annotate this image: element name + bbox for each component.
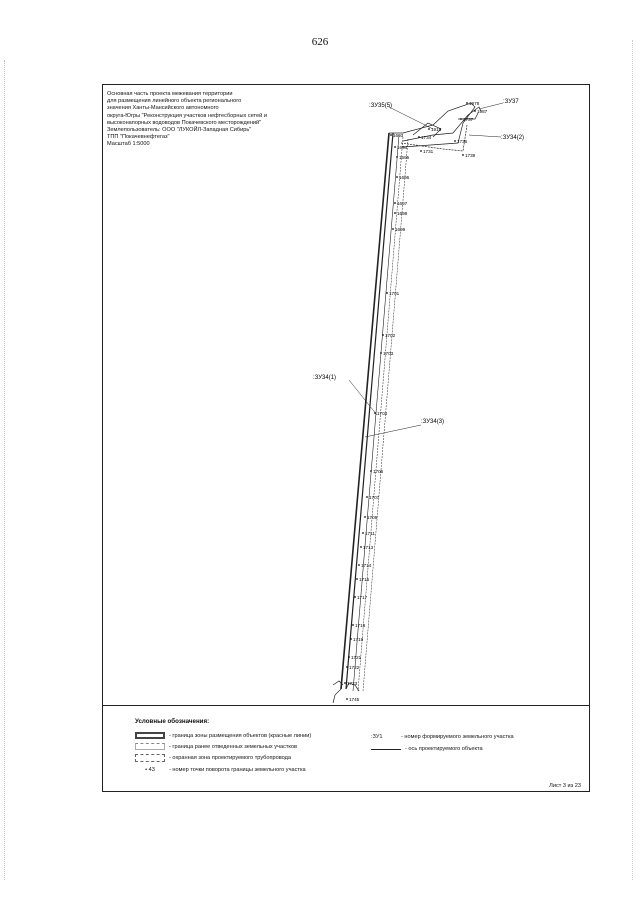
legend-text: - охранная зона проектируемого трубопровода bbox=[169, 755, 292, 761]
turn-point-label: 1709 bbox=[367, 515, 378, 520]
turn-point-marker bbox=[474, 110, 476, 112]
map-drawing bbox=[103, 85, 589, 705]
turn-point-label: 1915 bbox=[431, 127, 442, 132]
legend-row-red-lines bbox=[135, 732, 311, 739]
turn-point-label: 1723 bbox=[347, 681, 358, 686]
turn-point-marker bbox=[348, 656, 350, 658]
turn-point-label: 1978 bbox=[469, 101, 480, 106]
turn-point-marker bbox=[396, 176, 398, 178]
turn-point-label: 1694 bbox=[397, 145, 408, 150]
turn-point-marker bbox=[454, 140, 456, 142]
turn-point-label: 1693 bbox=[393, 133, 404, 138]
label-zu34-2: :ЗУ34(2) bbox=[501, 135, 525, 141]
parcel-code-symbol: :ЗУ1 bbox=[371, 734, 383, 740]
legend-row-turn-point bbox=[135, 767, 306, 773]
scale-line: Масштаб 1:5000 bbox=[107, 141, 150, 148]
pipeline-zone-symbol bbox=[135, 754, 165, 762]
turn-point-marker bbox=[392, 228, 394, 230]
turn-point-marker bbox=[366, 496, 368, 498]
turn-point-marker bbox=[418, 136, 420, 138]
turn-point-marker bbox=[420, 150, 422, 152]
turn-point-marker bbox=[466, 102, 468, 104]
turn-point-label: 1721 bbox=[351, 655, 362, 660]
label-zu35-5: :ЗУ35(5) bbox=[369, 103, 393, 109]
legend-text: - номер формируемого земельного участка bbox=[401, 734, 514, 740]
turn-point-label: 1714 bbox=[361, 563, 372, 568]
legend-title: Условные обозначения: bbox=[135, 718, 210, 725]
map-sheet bbox=[102, 84, 590, 792]
turn-point-marker bbox=[394, 212, 396, 214]
sheet-number: Лист 3 из 23 bbox=[549, 783, 581, 789]
prev-parcel-symbol bbox=[135, 743, 165, 750]
turn-point-label: 1739 bbox=[465, 153, 476, 158]
title-line: Землепользователь: ООО "ЛУКОЙЛ-Западная Сибирь" bbox=[107, 127, 252, 134]
title-block bbox=[107, 91, 367, 149]
title-line: ТПП "Покачевнефтегаз" bbox=[107, 134, 170, 141]
title-line: высоконапорных водоводов Покачевского месторождений" bbox=[107, 119, 262, 126]
turn-point-label: 1737 bbox=[463, 117, 474, 122]
legend-text: - граница ранее отведенных земельных участков bbox=[169, 743, 298, 750]
label-zu37: :ЗУ37 bbox=[503, 99, 519, 105]
turn-point-marker bbox=[344, 682, 346, 684]
turn-point-marker bbox=[374, 412, 376, 414]
legend-row-pipeline-zone bbox=[135, 754, 291, 762]
turn-point-marker bbox=[394, 202, 396, 204]
turn-point-label: 1707 bbox=[369, 495, 380, 500]
turn-point-label: 1731 bbox=[423, 149, 434, 154]
turn-point-label: 1734 bbox=[421, 135, 432, 140]
legend bbox=[103, 705, 589, 792]
legend-row-axis bbox=[371, 746, 483, 752]
turn-point-marker bbox=[428, 128, 430, 130]
scan-edge-right bbox=[632, 40, 634, 880]
red-line-symbol bbox=[135, 732, 165, 739]
turn-point-label: 1696 bbox=[399, 175, 410, 180]
turn-point-marker bbox=[346, 698, 348, 700]
legend-text: - номер точки поворота границы земельного участка bbox=[169, 767, 306, 773]
turn-point-label: 1713 bbox=[363, 545, 374, 550]
turn-point-label: 1745 bbox=[349, 697, 360, 702]
label-zu34-3: :ЗУ34(3) bbox=[421, 419, 445, 425]
axis-symbol bbox=[371, 749, 401, 750]
title-line: значения Ханты-Мансийского автономного bbox=[107, 105, 219, 112]
turn-point-marker bbox=[370, 470, 372, 472]
turn-point-label: 1722 bbox=[349, 665, 360, 670]
label-zu34-1: :ЗУ34(1) bbox=[313, 375, 337, 381]
title-line: для размещения линейного объекта регионального bbox=[107, 98, 242, 105]
turn-point-label: 1703 bbox=[383, 351, 394, 356]
turn-point-marker bbox=[362, 532, 364, 534]
turn-point-marker bbox=[462, 154, 464, 156]
turn-point-marker bbox=[358, 564, 360, 566]
turn-point-label: 1736 bbox=[457, 139, 468, 144]
turn-point-label: 1704 bbox=[377, 411, 388, 416]
title-line: округа-Югры "Реконструкция участков нефтесборных сетей и bbox=[107, 112, 267, 119]
turn-point-label: 1697 bbox=[397, 201, 408, 206]
turn-point-label: 1718 bbox=[355, 623, 366, 628]
turn-point-marker bbox=[396, 156, 398, 158]
turn-point-marker bbox=[352, 624, 354, 626]
turn-point-marker bbox=[382, 334, 384, 336]
turn-point-label: 1715 bbox=[359, 577, 370, 582]
turn-point-label: 1719 bbox=[353, 637, 364, 642]
turn-point-label: 1717 bbox=[357, 595, 368, 600]
legend-text: - ось проектируемого объекта bbox=[405, 746, 483, 752]
turn-point-label: 1705 bbox=[373, 469, 384, 474]
turn-point-label: 1698 bbox=[397, 211, 408, 216]
page-number: 626 bbox=[311, 36, 329, 48]
turn-point-marker bbox=[380, 352, 382, 354]
turn-point-marker bbox=[360, 546, 362, 548]
turn-point-marker bbox=[346, 666, 348, 668]
turn-point-marker bbox=[460, 118, 462, 120]
legend-row-prev-parcels bbox=[135, 743, 297, 750]
legend-row-parcel-code bbox=[371, 734, 514, 740]
turn-point-symbol: • 43 bbox=[145, 767, 155, 773]
turn-point-label: 1702 bbox=[385, 333, 396, 338]
turn-point-marker bbox=[350, 638, 352, 640]
turn-point-marker bbox=[390, 134, 392, 136]
legend-text: - граница зоны размещения объектов (красные линии) bbox=[169, 732, 312, 739]
turn-point-marker bbox=[394, 146, 396, 148]
scan-edge-left bbox=[4, 60, 6, 880]
turn-point-label: 1699 bbox=[395, 227, 406, 232]
turn-point-marker bbox=[364, 516, 366, 518]
title-line: Основная часть проекта межевания территории bbox=[107, 91, 233, 97]
turn-point-label: 1695 bbox=[399, 155, 410, 160]
map-area bbox=[103, 85, 589, 705]
turn-point-label: 1711 bbox=[365, 531, 375, 536]
turn-point-label: 1987 bbox=[477, 109, 488, 114]
turn-point-marker bbox=[386, 292, 388, 294]
turn-point-marker bbox=[354, 596, 356, 598]
turn-point-label: 1701 bbox=[389, 291, 400, 296]
turn-point-marker bbox=[356, 578, 358, 580]
